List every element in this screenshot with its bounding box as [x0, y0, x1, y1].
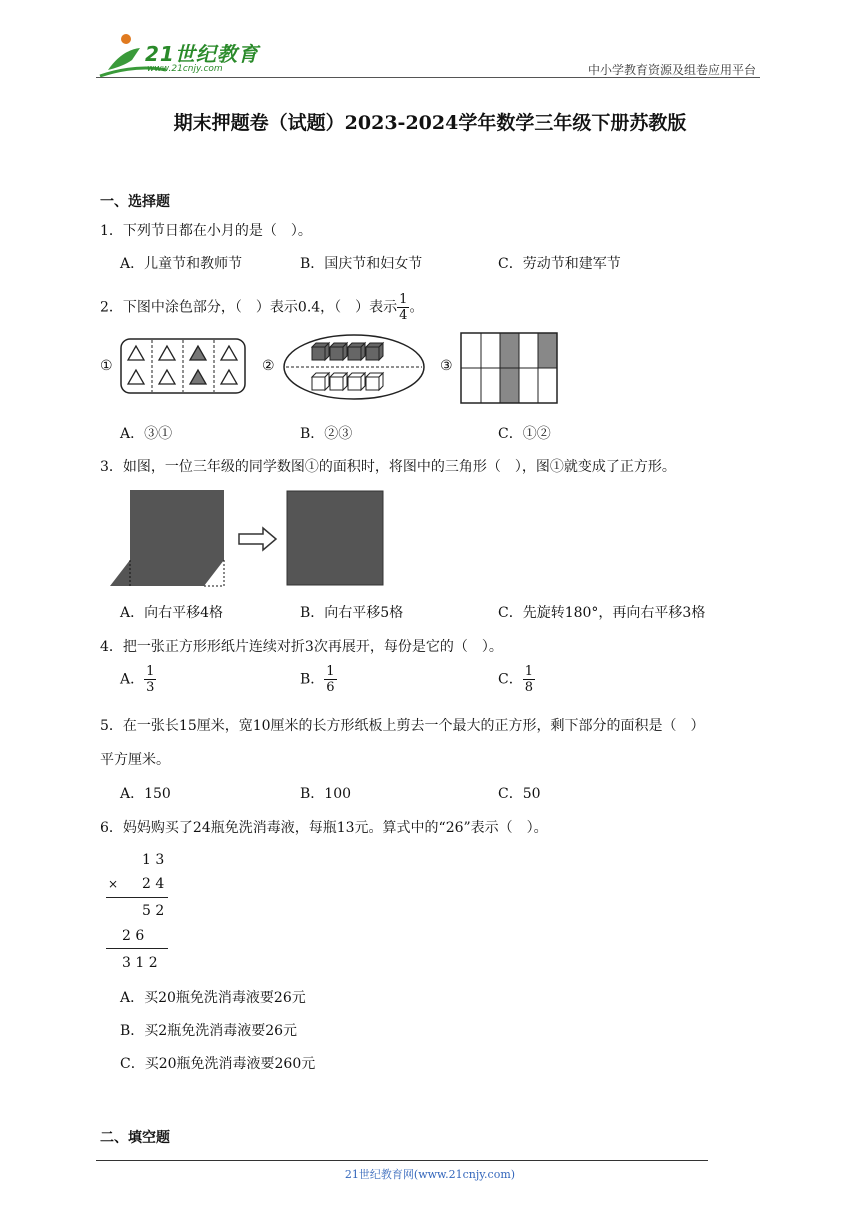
- q4-option-c-fraction: [523, 664, 535, 695]
- q4-option-b-den: 6: [326, 680, 335, 695]
- footer-link[interactable]: 21世纪教育网(www.21cnjy.com): [344, 1168, 516, 1181]
- q2-fraction-den: 4: [399, 308, 408, 323]
- q4-option-a[interactable]: [120, 664, 156, 695]
- calc-row-2: 2 4: [142, 876, 165, 892]
- multiply-sign: ×: [108, 877, 119, 891]
- calc-row-3: 5 2: [142, 903, 165, 919]
- q4-option-a-den: 3: [146, 680, 155, 695]
- q1-option-b[interactable]: B．国庆节和妇女节: [300, 256, 423, 272]
- q2-figure-1-triangles: [120, 338, 246, 394]
- q3-figure-square: [286, 490, 384, 586]
- q5-option-b[interactable]: B．100: [300, 786, 352, 802]
- question-3-text: 3．如图，一位三年级的同学数图①的面积时，将图中的三角形（ ），图①就变成了正方形。: [100, 459, 676, 475]
- q4-option-c-label: C．: [498, 671, 523, 688]
- q2-option-b[interactable]: B．②③: [300, 426, 353, 442]
- q2-text-part-b: 。: [409, 299, 424, 316]
- calc-row-5: 3 1 2: [122, 955, 158, 971]
- calc-row-4: 2 6: [122, 928, 145, 944]
- footer-divider: [96, 1160, 708, 1161]
- right-arrow-icon: [238, 526, 278, 552]
- question-1-text: 1．下列节日都在小月的是（ ）。: [100, 223, 312, 239]
- q4-option-c[interactable]: [498, 664, 535, 695]
- calc-row-1: 1 3: [142, 852, 165, 868]
- logo-text: 21世纪教育: [145, 42, 259, 66]
- q4-option-b-label: B．: [300, 671, 325, 688]
- section-title-fill: 二、填空题: [100, 1130, 170, 1146]
- q4-option-a-label: A．: [120, 671, 145, 688]
- calc-line-2: [106, 948, 168, 949]
- q3-option-a[interactable]: A．向右平移4格: [120, 605, 224, 621]
- q2-text-part-a: 2．下图中涂色部分，（ ）表示0.4，（ ）表示: [100, 299, 398, 316]
- q4-option-b-num: 1: [326, 664, 335, 679]
- q3-figure-parallelogram: [108, 488, 228, 588]
- q6-option-c[interactable]: C．买20瓶免洗消毒液要260元: [120, 1056, 316, 1072]
- q2-label-2: ②: [262, 358, 275, 374]
- q2-fraction-num: 1: [399, 292, 408, 307]
- q2-figure-3-grid: [460, 332, 558, 404]
- q2-option-a[interactable]: A．③①: [120, 426, 173, 442]
- calc-line-1: [106, 897, 168, 898]
- header-divider: [96, 77, 760, 78]
- q4-option-c-den: 8: [524, 680, 533, 695]
- q4-option-b[interactable]: [300, 664, 337, 695]
- question-2-text: [100, 292, 423, 323]
- page-title: 期末押题卷（试题）2023-2024学年数学三年级下册苏教版: [173, 112, 687, 134]
- q4-option-a-fraction: [144, 664, 156, 695]
- platform-name: 中小学教育资源及组卷应用平台: [587, 63, 756, 77]
- q5-option-c[interactable]: C．50: [498, 786, 541, 802]
- q2-fraction: [397, 292, 409, 323]
- q4-option-a-num: 1: [146, 664, 155, 679]
- question-6-text: 6．妈妈购买了24瓶免洗消毒液，每瓶13元。算式中的“26”表示（ ）。: [100, 820, 548, 836]
- q2-label-3: ③: [440, 358, 453, 374]
- q6-option-b[interactable]: B．买2瓶免洗消毒液要26元: [120, 1023, 298, 1039]
- q2-figure-2-cubes: [282, 333, 426, 401]
- q1-option-c[interactable]: C．劳动节和建军节: [498, 256, 621, 272]
- q5-option-a[interactable]: A．150: [120, 786, 171, 802]
- logo-url: www.21cnjy.com: [147, 64, 223, 74]
- question-5-line1: 5．在一张长15厘米，宽10厘米的长方形纸板上剪去一个最大的正方形，剩下部分的面积是（ ）: [100, 718, 705, 734]
- q3-option-b[interactable]: B．向右平移5格: [300, 605, 404, 621]
- q4-option-b-fraction: [324, 664, 336, 695]
- question-4-text: 4．把一张正方形形纸片连续对折3次再展开，每份是它的（ ）。: [100, 639, 503, 655]
- q4-option-c-num: 1: [524, 664, 533, 679]
- q2-label-1: ①: [100, 358, 113, 374]
- q3-option-c[interactable]: C．先旋转180°，再向右平移3格: [498, 605, 706, 621]
- q1-option-a[interactable]: A．儿童节和教师节: [120, 256, 243, 272]
- q6-option-a[interactable]: A．买20瓶免洗消毒液要26元: [120, 990, 306, 1006]
- question-5-line2: 平方厘米。: [100, 752, 170, 768]
- section-title-choice: 一、选择题: [100, 194, 170, 210]
- q2-option-c[interactable]: C．①②: [498, 426, 551, 442]
